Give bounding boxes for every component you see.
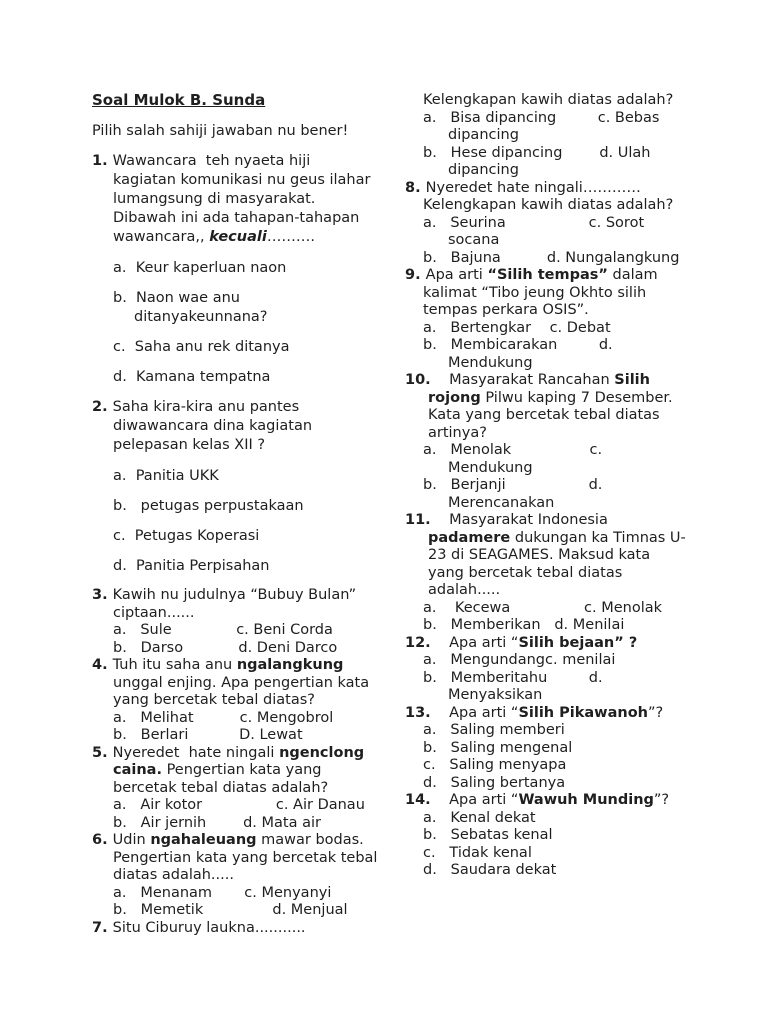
text-segment: Apa arti “ [430, 704, 519, 721]
answer-option [423, 110, 750, 145]
text-segment: diwawancara dina kagiatan [113, 418, 313, 434]
instruction-text [92, 123, 404, 141]
answer-option [113, 815, 404, 833]
text-line [113, 902, 404, 920]
text-segment: b. Memberitahu d. [423, 669, 603, 686]
text-line [423, 214, 750, 233]
text-segment: c. Saling menyapa [423, 757, 567, 773]
question-text [405, 705, 750, 723]
text-line [428, 582, 750, 600]
text-segment: a. Kenal dekat [423, 809, 536, 826]
answer-option [423, 757, 750, 775]
text-line [113, 557, 404, 576]
text-segment: 23 di SEAGAMES. Maksud kata [428, 547, 651, 563]
text-line [423, 774, 750, 793]
question-number: 7. [92, 919, 113, 936]
text-line [405, 372, 750, 390]
text-segment: b. Saling mengenal [423, 739, 573, 756]
text-segment: ditanyakeunnana? [134, 309, 268, 325]
text-segment: d. Kamana tempatna [113, 369, 271, 385]
text-line [423, 109, 750, 128]
text-line [428, 530, 750, 548]
text-segment: b. Berlari D. Lewat [113, 727, 303, 743]
answer-option [113, 710, 404, 728]
question-text [92, 657, 404, 710]
text-line [113, 709, 404, 728]
text-line [423, 809, 750, 828]
right-column [405, 92, 750, 880]
text-segment: Kelengkapan kawih diatas adalah? [423, 197, 674, 213]
text-segment: Menyaksikan [448, 687, 543, 703]
text-segment: c. Tidak kenal [423, 844, 532, 861]
answer-option [113, 557, 404, 576]
question-number: 3. [92, 587, 113, 603]
text-line [113, 867, 404, 885]
text-segment: a. Seurina c. Sorot [423, 214, 645, 231]
text-segment: b. Hese dipancing d. Ulah [423, 144, 651, 161]
text-line [113, 259, 404, 278]
text-line [428, 425, 750, 443]
text-line [92, 744, 404, 763]
answer-option [423, 740, 750, 758]
text-line [423, 337, 750, 355]
text-line [405, 792, 750, 810]
text-line [113, 797, 404, 815]
answer-option [423, 652, 750, 670]
question-text [92, 745, 404, 798]
answer-option [113, 289, 404, 327]
text-segment: Nyeredet hate ningali………… [425, 179, 641, 196]
text-segment: Situ Ciburuy laukna........... [112, 919, 306, 936]
text-segment: a. Melihat c. Mengobrol [113, 709, 334, 726]
text-line [448, 460, 750, 478]
text-segment: dalam [607, 267, 658, 283]
text-segment: Silih bejaan” ? [518, 634, 638, 651]
text-line [448, 495, 750, 513]
text-line [92, 123, 404, 141]
text-segment: ”? [653, 792, 670, 808]
text-line [428, 565, 750, 583]
text-segment: Pilwu kaping 7 Desember. [480, 389, 673, 406]
text-line [113, 605, 404, 623]
text-line [113, 171, 404, 190]
question-text [405, 792, 750, 810]
text-segment: b. Sebatas kenal [423, 827, 553, 843]
text-line [113, 727, 404, 745]
text-line [423, 599, 750, 618]
question-text [92, 398, 404, 455]
text-segment: rojong [428, 389, 481, 406]
answer-option [423, 810, 750, 828]
text-segment: b. Berjanji d. [423, 477, 603, 493]
text-segment: Mendukung [448, 354, 533, 371]
text-segment: b. Bajuna d. Nungalangkung [423, 249, 680, 266]
text-segment: a. Bisa dipancing c. Bebas [423, 109, 660, 126]
answer-option [423, 617, 750, 635]
answer-option [113, 497, 404, 516]
text-segment: d. Saling bertanya [423, 774, 566, 791]
question-text [92, 832, 404, 885]
question-number: 6. [92, 832, 113, 848]
text-segment: Apa arti “ [430, 792, 519, 808]
text-line [423, 285, 750, 303]
text-segment: Nyeredet hate ningali [112, 744, 280, 761]
text-line [113, 436, 404, 455]
text-line [134, 308, 404, 327]
answer-option [423, 670, 750, 705]
answer-option [113, 338, 404, 357]
text-segment: a. Keur kaperluan naon [113, 260, 287, 276]
question-text [405, 512, 750, 600]
question-text [405, 267, 750, 320]
text-segment: yang bercetak tebal diatas? [113, 692, 315, 708]
question-number: 8. [405, 179, 426, 196]
text-line [113, 209, 404, 228]
text-segment: ngahaleuang [150, 832, 257, 848]
text-line [113, 289, 404, 308]
text-segment: b. Darso d. Deni Darco [113, 639, 338, 656]
answer-option [113, 622, 404, 640]
left-column [92, 92, 404, 937]
text-line [113, 228, 404, 247]
text-line [423, 862, 750, 880]
question-number: 4. [92, 657, 113, 673]
text-line [423, 617, 750, 635]
answer-option [423, 442, 750, 477]
text-line [113, 467, 404, 486]
text-line [92, 587, 404, 605]
answer-option [113, 640, 404, 658]
text-segment: a. Bertengkar c. Debat [423, 319, 611, 336]
text-line [428, 547, 750, 565]
text-segment: a. Menolak c. [423, 442, 603, 458]
text-segment: tempas perkara OSIS”. [423, 302, 589, 318]
answer-option [423, 722, 750, 740]
text-line [113, 762, 404, 780]
text-segment: yang bercetak tebal diatas [428, 564, 623, 581]
answer-option [423, 337, 750, 372]
text-line [113, 692, 404, 710]
answer-option [113, 797, 404, 815]
text-line [423, 739, 750, 758]
text-line [448, 232, 750, 250]
text-line [448, 127, 750, 145]
text-line [113, 780, 404, 798]
text-segment: Udin [112, 832, 151, 848]
text-segment: socana [448, 232, 500, 248]
text-segment: Kelengkapan kawih diatas adalah? [423, 92, 674, 108]
text-line [113, 368, 404, 387]
answer-option [423, 250, 750, 268]
text-segment: Apa arti [425, 267, 488, 283]
text-segment: d. Saudara dekat [423, 862, 557, 878]
text-segment: a. Saling memberi [423, 722, 565, 738]
text-segment: kalimat “Tibo jeung Okhto silih [423, 284, 647, 301]
question-text [405, 635, 750, 653]
text-segment: “Silih tempas” [487, 267, 608, 283]
text-line [113, 622, 404, 640]
answer-option [423, 845, 750, 863]
answer-option [113, 527, 404, 546]
text-segment: caina. [113, 762, 162, 778]
text-line [423, 144, 750, 163]
text-segment: diatas adalah..... [113, 867, 234, 883]
text-segment: b. Air jernih d. Mata air [113, 814, 321, 831]
text-line [405, 512, 750, 530]
text-segment: wawancara,, [113, 229, 210, 245]
text-segment: Masyarakat Rancahan [430, 372, 615, 388]
text-segment: Kawih nu judulnya “Bubuy Bulan” [112, 587, 357, 603]
text-segment: Wawuh Munding [518, 792, 654, 808]
text-segment: Apa arti “ [430, 634, 519, 651]
answer-option [423, 215, 750, 250]
question-number: 9. [405, 267, 426, 283]
answer-option [423, 320, 750, 338]
text-line [113, 814, 404, 833]
text-line [113, 338, 404, 357]
text-line [448, 687, 750, 705]
text-segment: Masyarakat Indonesia [430, 512, 608, 528]
text-line [113, 190, 404, 209]
question-number: 11. [405, 512, 431, 528]
text-line [92, 657, 404, 675]
text-line [423, 827, 750, 845]
text-segment: b. Membicarakan d. [423, 337, 613, 353]
text-segment: Tuh itu saha anu [112, 657, 237, 673]
answer-option [113, 368, 404, 387]
text-segment: ………. [266, 229, 315, 245]
text-line [405, 179, 750, 198]
text-segment: Pilih salah sahiji jawaban nu bener! [92, 122, 349, 139]
text-segment: dipancing [448, 127, 519, 143]
document-title [92, 92, 404, 110]
text-segment: Pengertian kata yang bercetak tebal [113, 849, 378, 866]
text-segment: Dibawah ini ada tahapan-tahapan [113, 210, 360, 226]
text-line [113, 527, 404, 546]
text-line [448, 355, 750, 373]
text-segment: kagiatan komunikasi nu geus ilahar [113, 172, 371, 188]
text-line [92, 919, 404, 938]
text-line [423, 249, 750, 268]
text-segment: lumangsung di masyarakat. [113, 191, 316, 207]
text-line [113, 675, 404, 693]
answer-option [423, 827, 750, 845]
text-line [423, 302, 750, 320]
question-text [92, 920, 404, 938]
text-segment: dukungan ka Timnas U- [510, 529, 686, 546]
text-segment: a. Menanam c. Menyanyi [113, 884, 332, 901]
answer-option [113, 259, 404, 278]
answer-option [113, 727, 404, 745]
text-line [113, 639, 404, 658]
text-line [423, 477, 750, 495]
text-line [423, 442, 750, 460]
text-line [423, 652, 750, 670]
question-number: 13. [405, 704, 431, 721]
text-segment: ciptaan...... [113, 604, 195, 621]
text-line [423, 722, 750, 740]
question-number: 14. [405, 792, 431, 808]
text-line [113, 884, 404, 903]
text-segment: padamere [428, 529, 511, 546]
text-line [92, 152, 404, 171]
text-segment: adalah..... [428, 582, 501, 598]
text-segment: Soal Mulok B. Sunda [92, 91, 266, 109]
text-segment: dipancing [448, 162, 519, 178]
text-segment: Pengertian kata yang [161, 762, 322, 778]
text-line [428, 407, 750, 425]
question-text [92, 152, 404, 247]
text-segment: a. Panitia UKK [113, 468, 219, 484]
text-segment: Silih [614, 372, 650, 388]
text-line [92, 92, 404, 110]
text-segment: pelepasan kelas XII ? [113, 437, 266, 453]
answer-option [423, 477, 750, 512]
text-line [92, 832, 404, 850]
text-line [405, 704, 750, 723]
text-line [423, 669, 750, 688]
answer-option [423, 600, 750, 618]
text-line [92, 398, 404, 417]
text-segment: ngalangkung [236, 657, 344, 673]
text-segment: unggal enjing. Apa pengertian kata [113, 674, 370, 691]
text-line [423, 757, 750, 775]
answer-option [423, 145, 750, 180]
text-segment: Silih Pikawanoh [518, 704, 648, 721]
text-segment: a. Air kotor c. Air Danau [113, 797, 365, 813]
text-segment: Kata yang bercetak tebal diatas [428, 407, 660, 423]
text-segment: c. Petugas Koperasi [113, 528, 260, 544]
question-number: 12. [405, 634, 431, 651]
question-text [405, 372, 750, 442]
text-line [423, 197, 750, 215]
answer-option [113, 885, 404, 903]
text-segment: d. Panitia Perpisahan [113, 558, 270, 574]
question-text [405, 180, 750, 215]
text-segment: bercetak tebal diatas adalah? [113, 779, 329, 796]
text-segment: mawar bodas. [256, 832, 364, 848]
text-segment: b. Memetik d. Menjual [113, 902, 348, 918]
question-number: 2. [92, 399, 113, 415]
text-line [405, 267, 750, 285]
text-segment: ngenclong [279, 744, 365, 761]
text-line [423, 92, 750, 110]
question-number: 5. [92, 744, 113, 761]
text-segment: b. petugas perpustakaan [113, 498, 304, 514]
text-line [423, 844, 750, 863]
text-segment: a. Mengundangc. menilai [423, 652, 616, 668]
text-segment: kecuali [209, 229, 267, 245]
answer-option [423, 862, 750, 880]
text-line [113, 497, 404, 516]
question-number: 10. [405, 372, 431, 388]
question-text [92, 587, 404, 622]
text-segment: Merencanakan [448, 494, 555, 511]
text-line [448, 162, 750, 180]
text-line [423, 319, 750, 338]
text-segment: c. Saha anu rek ditanya [113, 339, 290, 355]
answer-option [113, 902, 404, 920]
text-segment: ”? [647, 704, 664, 721]
text-segment: a. Sule c. Beni Corda [113, 622, 333, 638]
text-line [428, 390, 750, 408]
text-segment: b. Naon wae anu [113, 290, 240, 306]
text-line [113, 417, 404, 436]
text-segment: a. Kecewa c. Menolak [423, 599, 663, 616]
text-segment: b. Memberikan d. Menilai [423, 617, 625, 633]
answer-option [113, 467, 404, 486]
answer-option [423, 775, 750, 793]
question-continuation-text [423, 92, 750, 110]
text-line [405, 634, 750, 653]
text-segment: Mendukung [448, 459, 533, 476]
text-segment: artinya? [428, 424, 487, 441]
question-number: 1. [92, 153, 113, 169]
text-segment: Saha kira-kira anu pantes [112, 399, 300, 415]
text-line [113, 850, 404, 868]
text-segment: Wawancara teh nyaeta hiji [112, 153, 311, 169]
